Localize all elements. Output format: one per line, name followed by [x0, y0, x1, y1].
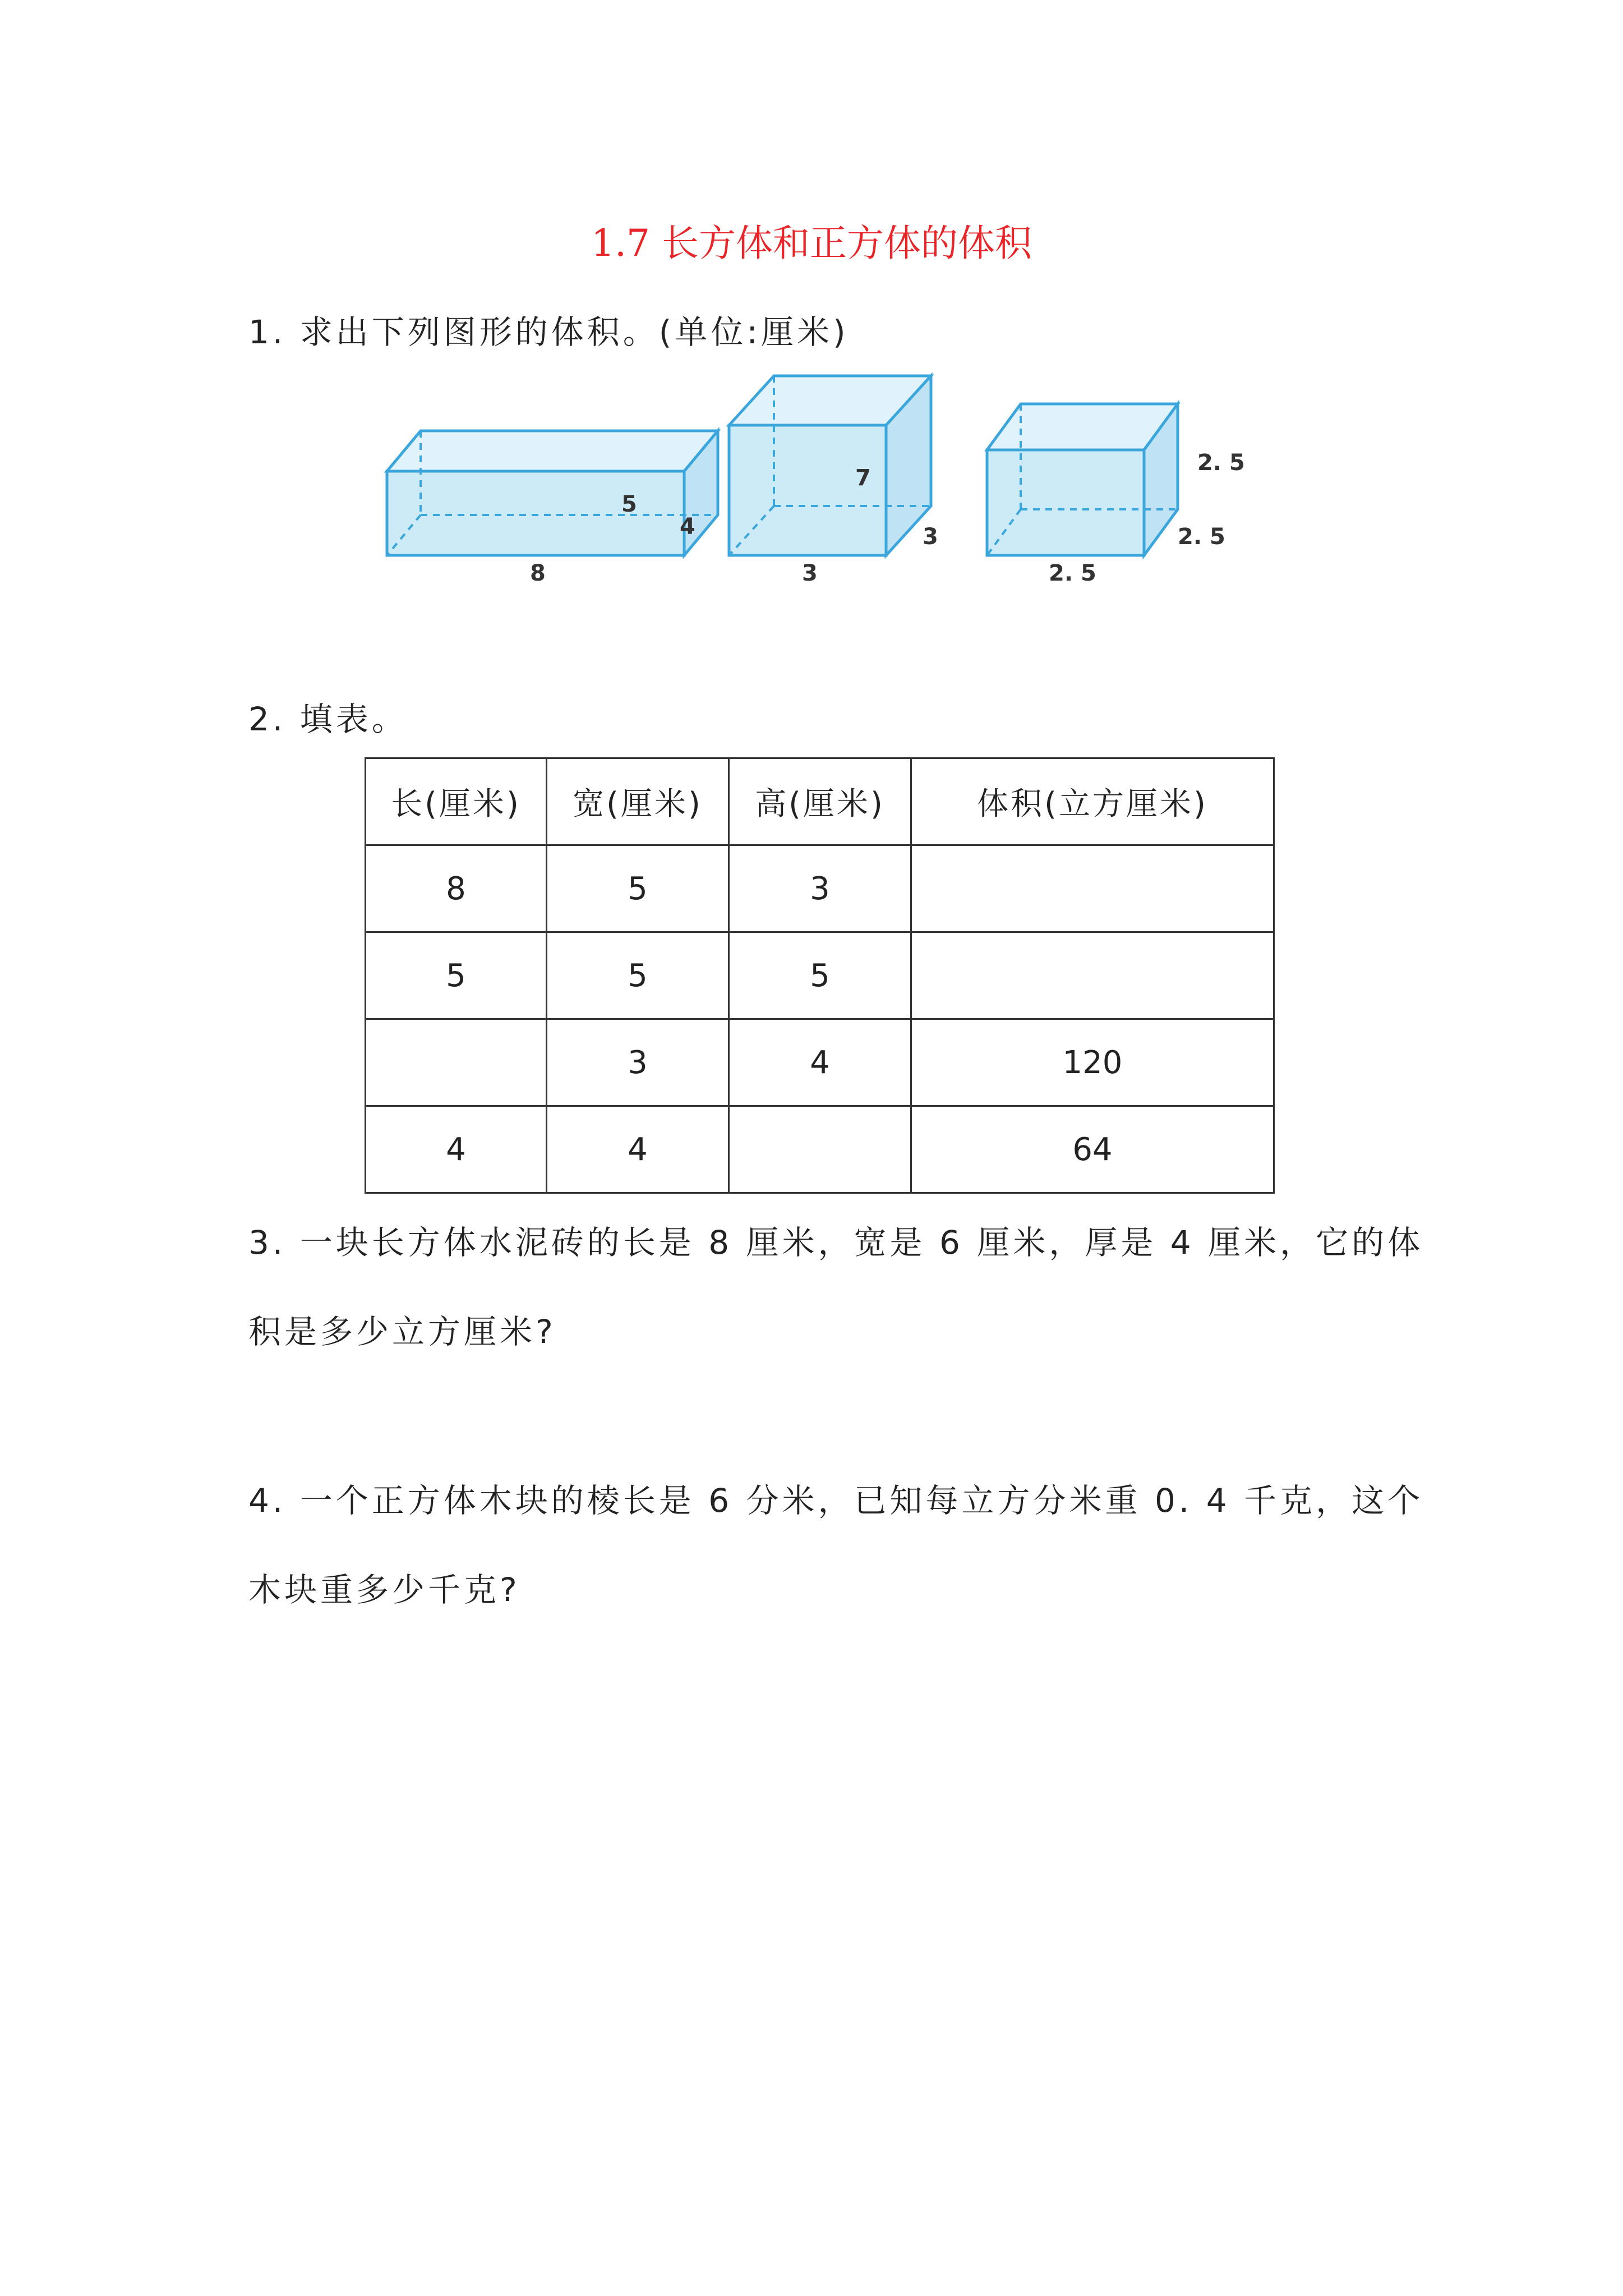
question-4-line-1: 4. 一个正方体木块的棱长是 6 分米，已知每立方分米重 0. 4 千克，这个	[248, 1481, 1424, 1520]
table-header-row	[366, 758, 1274, 845]
header-height: 高(厘米)	[729, 758, 911, 845]
table-row	[366, 1106, 1274, 1193]
table-cell-answer[interactable]	[729, 1106, 911, 1193]
table-cell: 3	[547, 1019, 729, 1106]
table-cell: 5	[729, 932, 911, 1019]
fill-in-table	[365, 757, 1275, 1194]
table-cell: 64	[911, 1106, 1274, 1193]
figure-2-height: 7	[855, 465, 871, 491]
table-cell: 4	[366, 1106, 547, 1193]
figures-diagram	[370, 365, 1267, 589]
figure-2-width: 3	[923, 524, 938, 550]
table-row	[366, 932, 1274, 1019]
table-cell-answer[interactable]	[366, 1019, 547, 1106]
table-cell: 4	[547, 1106, 729, 1193]
figure-1-height: 5	[621, 491, 637, 517]
cuboid-figure-1	[387, 431, 718, 586]
table-cell: 5	[547, 932, 729, 1019]
figure-1-width: 4	[680, 514, 695, 540]
figure-3-length: 2. 5	[1049, 560, 1096, 586]
cuboid-figure-2	[729, 376, 938, 586]
table-row	[366, 1019, 1274, 1106]
table-cell: 5	[547, 845, 729, 932]
figure-3-width: 2. 5	[1178, 524, 1225, 550]
figure-1-length: 8	[530, 560, 546, 586]
header-width: 宽(厘米)	[547, 758, 729, 845]
table-cell-answer[interactable]	[911, 845, 1274, 932]
table-cell-answer[interactable]	[911, 932, 1274, 1019]
question-3-line-1: 3. 一块长方体水泥砖的长是 8 厘米，宽是 6 厘米，厚是 4 厘米，它的体	[248, 1223, 1424, 1262]
figure-3-height: 2. 5	[1197, 450, 1245, 476]
question-1: 1. 求出下列图形的体积。(单位:厘米)	[248, 313, 849, 351]
page-title: 1.7 长方体和正方体的体积	[591, 222, 1032, 265]
table-cell: 4	[729, 1019, 911, 1106]
question-4-line-2: 木块重多少千克?	[248, 1571, 520, 1609]
header-length: 长(厘米)	[366, 758, 547, 845]
header-volume: 体积(立方厘米)	[911, 758, 1274, 845]
table-cell: 5	[366, 932, 547, 1019]
table-cell: 120	[911, 1019, 1274, 1106]
table-cell: 8	[366, 845, 547, 932]
question-3-line-2: 积是多少立方厘米?	[248, 1313, 556, 1351]
table-cell: 3	[729, 845, 911, 932]
question-2: 2. 填表。	[248, 700, 408, 738]
figure-2-length: 3	[802, 560, 818, 586]
table-row	[366, 845, 1274, 932]
cube-figure-3	[987, 404, 1245, 586]
